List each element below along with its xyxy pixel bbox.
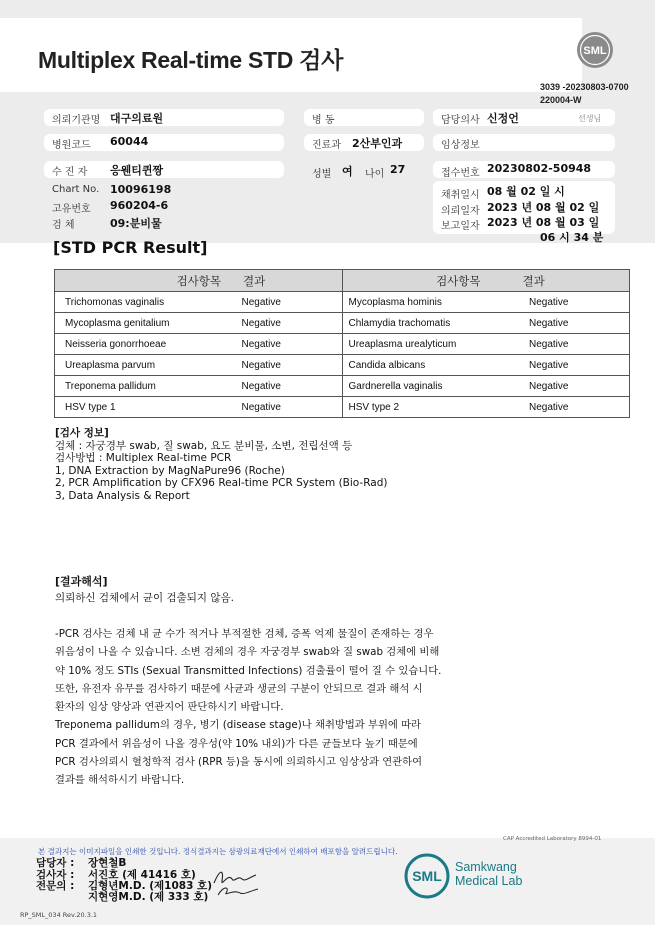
header-right — [342, 270, 630, 292]
chart-value: 10096198 — [110, 183, 172, 196]
id-value: 960204-6 — [110, 199, 169, 212]
note-line: 위음성이 나올 수 있습니다. 소변 검체의 경우 자궁경부 swab와 질 swab 검체에 비해 — [55, 646, 440, 659]
hospital-code-value: 60044 — [110, 135, 149, 148]
organism-result: Negative — [241, 296, 281, 308]
clinical-label: 임상정보 — [441, 140, 480, 151]
signature-image — [212, 865, 262, 899]
organism-name: Gardnerella vaginalis — [348, 380, 443, 392]
note-line: 약 10% 정도 STIs (Sexual Transmitted Infections) 검출률이 떨어 질 수 있습니다. — [55, 664, 442, 677]
header-item-right: 검사항목 — [436, 273, 481, 288]
note-line: Treponema pallidum의 경우, 병기 (disease stage)나 채취방법과 부위에 따라 — [55, 719, 422, 732]
form-code: RP_SML_034 Rev.20.3.1 — [20, 911, 98, 919]
request-value: 2023 년 08 월 02 일 — [487, 201, 600, 214]
organism-result: Negative — [529, 317, 569, 329]
table-row — [55, 313, 630, 334]
interpretation-heading: [결과해석] — [55, 575, 108, 588]
organism-name: Candida albicans — [348, 359, 426, 371]
hospital-value: 대구의료원 — [110, 112, 164, 125]
patient-label: 수 진 자 — [52, 167, 88, 178]
sex-value: 여 — [342, 165, 353, 178]
organism-result: Negative — [529, 296, 569, 308]
organism-name: Trichomonas vaginalis — [65, 296, 165, 308]
specimen-label: 검 체 — [52, 220, 75, 231]
organism-result: Negative — [241, 317, 281, 329]
test-info-line: 2, PCR Amplification by CFX96 Real-time PCR System (Bio-Rad) — [55, 477, 388, 489]
staff-row — [36, 889, 208, 904]
report-code-2: 220004-W — [540, 95, 582, 105]
organism-result: Negative — [529, 380, 569, 392]
header-item-left: 검사항목 — [176, 273, 221, 288]
organism-result: Negative — [529, 401, 569, 413]
sml-logo-footer — [404, 853, 450, 899]
age-label: 나이 — [365, 169, 385, 180]
organism-name: Mycoplasma genitalium — [65, 317, 170, 329]
doctor-suffix: 선생님 — [578, 114, 602, 123]
table-row — [55, 397, 630, 418]
age-value: 27 — [390, 163, 406, 176]
accredited-text: CAP Accredited Laboratory 8994-01 — [503, 836, 602, 842]
note-line: -PCR 검사는 검체 내 균 수가 적거나 부적절한 검체, 증폭 억제 물질이 존재하는 경우 — [55, 628, 434, 640]
organism-name: Chlamydia trachomatis — [348, 317, 451, 329]
staff-role: 검사자 : — [36, 869, 75, 881]
request-label: 의뢰일자 — [441, 206, 480, 217]
staff-name: 장현철B — [88, 857, 127, 869]
staff-name: 서진호 (제 41416 호) — [88, 869, 196, 881]
test-info-line: 1, DNA Extraction by MagNaPure96 (Roche) — [55, 464, 285, 477]
hospital-label: 의뢰기관명 — [52, 115, 101, 126]
organism-result: Negative — [241, 380, 281, 392]
test-info-line: 3, Data Analysis & Report — [55, 489, 190, 502]
hospital-code-label: 병원코드 — [52, 140, 91, 151]
interpretation-summary: 의뢰하신 검체에서 균이 검출되지 않음. — [55, 592, 234, 604]
header-left — [55, 270, 343, 292]
footer-notice: 본 결과지는 이미지파일을 인쇄한 것입니다. 정식결과지는 삼광의료재단에서 인쇄하여 배포함을 알려드립니다. — [38, 847, 398, 856]
result-table — [54, 269, 630, 418]
table-row — [55, 376, 630, 397]
organism-result: Negative — [241, 401, 281, 413]
dept-label: 진료과 — [312, 140, 341, 151]
organism-name: Ureaplasma parvum — [65, 359, 156, 371]
note-line: PCR 결과에서 위음성이 나올 경우성(약 10% 내외)가 다른 균들보다 높기 때문에 — [55, 737, 418, 750]
interpretation-notes — [55, 625, 615, 790]
receipt-label: 접수번호 — [441, 168, 480, 179]
patient-value: 응웬티퀸짱 — [110, 164, 164, 177]
brand-line-1: Samkwang — [455, 860, 517, 874]
test-info-line: 검사방법 : Multiplex Real-time PCR — [55, 452, 232, 464]
organism-result: Negative — [241, 338, 281, 350]
sml-logo — [576, 31, 614, 69]
doctor-value: 신정언 — [487, 112, 519, 125]
header-result-left: 결과 — [243, 273, 266, 288]
staff-name: 김형년M.D. (제1083 호) — [88, 880, 212, 892]
svg-text:SML: SML — [583, 45, 607, 57]
sex-label: 성별 — [312, 169, 332, 180]
table-row — [55, 292, 630, 313]
note-line: 환자의 임상 양상과 연관지어 판단하시기 바랍니다. — [55, 701, 284, 714]
collect-label: 채취일시 — [441, 190, 480, 201]
test-info — [55, 427, 387, 502]
doctor-label: 담당의사 — [441, 115, 480, 126]
note-line: 또한, 유전자 유무를 검사하기 때문에 사균과 생균의 구분이 안되므로 결과 해석 시 — [55, 682, 423, 695]
test-info-line: 검체 : 자궁경부 swab, 질 swab, 요도 분비물, 소변, 전립선액 등 — [55, 439, 353, 452]
brand-line-2: Medical Lab — [455, 874, 523, 888]
staff-name: 지현영M.D. (제 333 호) — [88, 891, 209, 903]
staff-role: 전문의 : — [36, 880, 75, 892]
collect-value: 08 월 02 일 시 — [487, 185, 565, 198]
organism-result: Negative — [241, 359, 281, 371]
result-table-header — [55, 270, 630, 292]
report-title: Multiplex Real-time STD 검사 — [38, 47, 344, 73]
organism-name: Mycoplasma hominis — [348, 296, 442, 308]
dept-value: 2산부인과 — [352, 137, 403, 150]
receipt-value: 20230802-50948 — [487, 162, 592, 175]
report-time: 06 시 34 분 — [540, 231, 604, 244]
note-line: 결과를 해석하시기 바랍니다. — [55, 774, 185, 787]
chart-label: Chart No. — [52, 184, 100, 195]
svg-text:SML: SML — [412, 868, 442, 884]
id-label: 고유번호 — [52, 204, 91, 215]
ward-label: 병 동 — [312, 115, 335, 126]
staff-role: 담당자 : — [36, 857, 75, 869]
header-result-right: 결과 — [522, 273, 545, 288]
result-section-title: [STD PCR Result] — [53, 238, 208, 257]
brand-name — [455, 860, 522, 888]
organism-name: Treponema pallidum — [65, 380, 156, 392]
test-info-heading: [검사 정보] — [55, 427, 109, 439]
report-label: 보고일자 — [441, 221, 480, 232]
report-code-1: 3039 -20230803-0700 — [540, 82, 629, 92]
organism-name: Neisseria gonorrhoeae — [65, 338, 167, 350]
table-row — [55, 355, 630, 376]
organism-name: HSV type 1 — [65, 401, 116, 413]
report-value: 2023 년 08 월 03 일 — [487, 216, 600, 229]
organism-result: Negative — [529, 338, 569, 350]
organism-name: Ureaplasma urealyticum — [348, 338, 457, 350]
organism-result: Negative — [529, 359, 569, 371]
organism-name: HSV type 2 — [348, 401, 400, 413]
note-line: PCR 검사의뢰시 혈청학적 검사 (RPR 등)을 동시에 의뢰하시고 임상상과 연관하여 — [55, 756, 423, 769]
table-row — [55, 334, 630, 355]
specimen-value: 09:분비물 — [110, 217, 162, 230]
